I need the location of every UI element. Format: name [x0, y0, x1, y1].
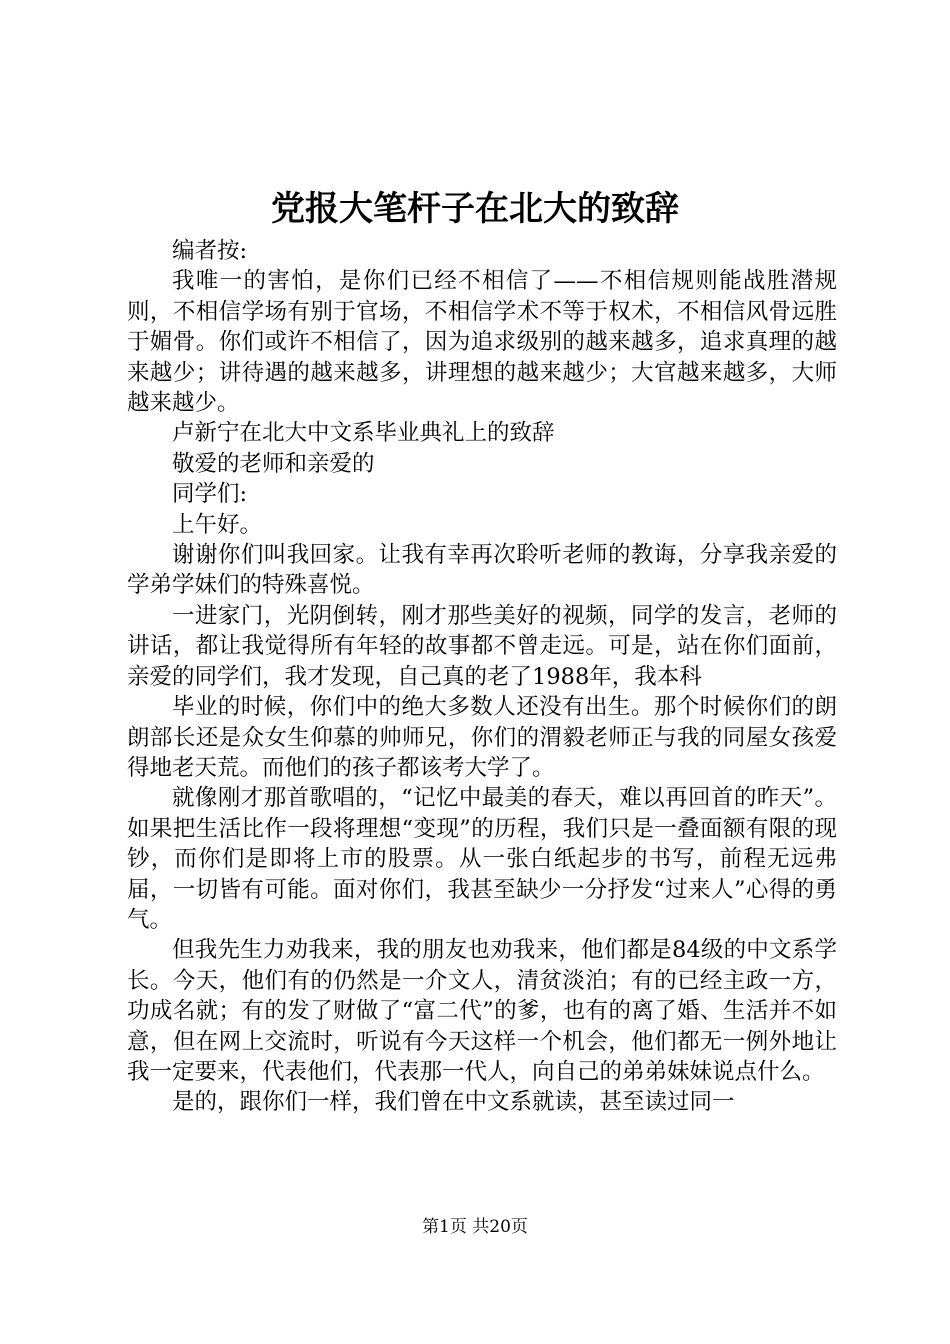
- document-body: [127, 236, 837, 1118]
- document-title: 党报大笔杆子在北大的致辞: [271, 189, 679, 229]
- speech-heading: 卢新宁在北大中文系毕业典礼上的致辞: [172, 420, 555, 447]
- editor-note-label: 编者按:: [172, 238, 248, 264]
- paragraph: 谢谢你们叫我回家。让我有幸再次聆听老师的教诲，分享我亲爱的学弟学妹们的特殊喜悦。: [127, 542, 837, 599]
- paragraph: 是的，跟你们一样，我们曾在中文系就读，甚至读过同一: [172, 1089, 735, 1116]
- paragraph: 一进家门，光阴倒转，刚才那些美好的视频，同学的发言，老师的讲话，都让我觉得所有年轻的故事都不曾走远。可是，站在你们面前，亲爱的同学们，我才发现，自己真的老了1988年，我本科: [127, 602, 837, 690]
- paragraph: 就像刚才那首歌唱的，“记忆中最美的春天，难以再回首的昨天”。如果把生活比作一段将理想“变现”的历程，我们只是一叠面额有限的现钞，而你们是即将上市的股票。从一张白纸起步的书写，前程无远弗届，一切皆有可能。面对你们，我甚至缺少一分抒发“过来人”心得的勇气。: [127, 785, 837, 933]
- salutation-line: 同学们:: [172, 481, 248, 508]
- salutation-line: 敬爱的老师和亲爱的: [172, 450, 375, 477]
- greeting: 上午好。: [172, 511, 263, 538]
- page-number-footer: 第1页 共20页: [422, 1217, 528, 1237]
- paragraph: 毕业的时候，你们中的绝大多数人还没有出生。那个时候你们的朗朗部长还是众女生仰慕的帅师兄，你们的渭毅老师正与我的同屋女孩爱得地老天荒。而他们的孩子都该考大学了。: [127, 694, 837, 781]
- paragraph: 我唯一的害怕，是你们已经不相信了——不相信规则能战胜潜规则，不相信学场有别于官场，不相信学术不等于权术，不相信风骨远胜于媚骨。你们或许不相信了，因为追求级别的越来越多，追求真理的越来越少；讲待遇的越来越多，讲理想的越来越少；大官越来越多，大师越来越少。: [127, 268, 837, 417]
- paragraph: 但我先生力劝我来，我的朋友也劝我来，他们都是84级的中文系学长。今天，他们有的仍然是一介文人，清贫淡泊；有的已经主政一方，功成名就；有的发了财做了“富二代”的爹，也有的离了婚、生活并不如意，但在网上交流时，听说有今天这样一个机会，他们都无一例外地让我一定要来，代表他们，代表那一代人，向自己的弟弟妹妹说点什么。: [127, 937, 837, 1085]
